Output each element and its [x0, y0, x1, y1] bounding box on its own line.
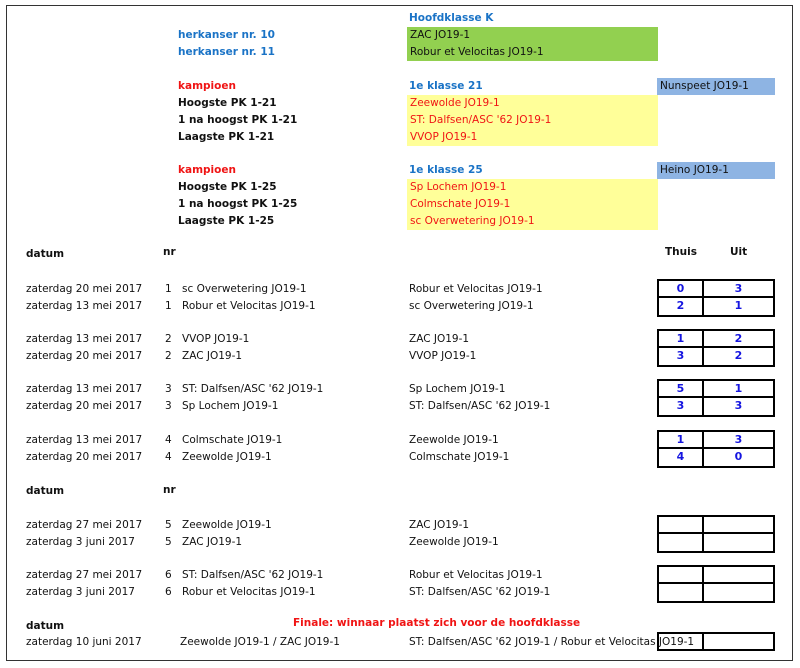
match-home-team: Zeewolde JO19-1: [182, 451, 272, 463]
uit-score[interactable]: [704, 517, 773, 532]
match-nr: 4: [165, 434, 172, 446]
match-away-team: Robur et Velocitas JO19-1: [409, 569, 543, 581]
match-date: zaterdag 3 juni 2017: [26, 536, 135, 548]
klasse21-team: VVOP JO19-1: [410, 131, 478, 143]
score-box[interactable]: [657, 430, 775, 468]
match-away-team: ZAC JO19-1: [409, 519, 470, 531]
match-nr: 1: [165, 300, 172, 312]
uit-score[interactable]: 3: [734, 282, 743, 295]
uit-score[interactable]: [704, 584, 773, 601]
champion-label: kampioen: [178, 164, 236, 176]
uit-score[interactable]: 1: [734, 382, 743, 395]
match-home-team: Robur et Velocitas JO19-1: [182, 586, 316, 598]
match-date: zaterdag 20 mei 2017: [26, 400, 143, 412]
klasse25-title: 1e klasse 25: [409, 164, 483, 176]
match-away-team: Zeewolde JO19-1: [409, 536, 499, 548]
score-row: [659, 432, 773, 447]
match-date: zaterdag 13 mei 2017: [26, 300, 143, 312]
thuis-score[interactable]: 3: [659, 348, 704, 365]
klasse25-team: Sp Lochem JO19-1: [410, 181, 507, 193]
finale-home: Zeewolde JO19-1 / ZAC JO19-1: [180, 636, 340, 648]
score-row: [659, 396, 773, 415]
match-away-team: ST: Dalfsen/ASC '62 JO19-1: [409, 586, 551, 598]
score-row: [659, 447, 773, 466]
klasse21-team: ST: Dalfsen/ASC '62 JO19-1: [410, 114, 552, 126]
score-box[interactable]: [657, 515, 775, 553]
match-date: zaterdag 20 mei 2017: [26, 451, 143, 463]
score-box[interactable]: [657, 279, 775, 317]
pk-label: Laagste PK 1-25: [178, 215, 275, 227]
match-away-team: ZAC JO19-1: [409, 333, 470, 345]
thuis-score[interactable]: [659, 567, 704, 582]
score-row: [659, 567, 773, 582]
match-away-team: ST: Dalfsen/ASC '62 JO19-1: [409, 400, 551, 412]
match-date: zaterdag 20 mei 2017: [26, 283, 143, 295]
thuis-score[interactable]: [659, 584, 704, 601]
score-row: [659, 582, 773, 601]
klasse25-champion-cell: [657, 162, 775, 179]
score-row: [659, 517, 773, 532]
pk-label: Hoogste PK 1-25: [178, 181, 277, 193]
uit-score[interactable]: 3: [734, 433, 743, 446]
match-home-team: sc Overwetering JO19-1: [182, 283, 307, 295]
uit-score[interactable]: 2: [734, 332, 743, 345]
score-row: [659, 346, 773, 365]
match-nr: 3: [165, 400, 172, 412]
uit-score[interactable]: [704, 567, 773, 582]
champion-label: kampioen: [178, 80, 236, 92]
score-row: [659, 281, 773, 296]
hoofdklasse-team: ZAC JO19-1: [410, 29, 471, 41]
klasse21-team: Zeewolde JO19-1: [410, 97, 500, 109]
score-row: [659, 532, 773, 551]
match-date: zaterdag 13 mei 2017: [26, 434, 143, 446]
thuis-score[interactable]: 5: [659, 381, 704, 396]
match-away-team: Colmschate JO19-1: [409, 451, 510, 463]
uit-score[interactable]: [704, 534, 773, 551]
match-nr: 4: [165, 451, 172, 463]
uit-score[interactable]: 3: [734, 399, 743, 412]
match-date: zaterdag 13 mei 2017: [26, 333, 143, 345]
thuis-score[interactable]: 1: [659, 331, 704, 346]
klasse25-team: Colmschate JO19-1: [410, 198, 511, 210]
klasse25-team: sc Overwetering JO19-1: [410, 215, 535, 227]
match-home-team: Colmschate JO19-1: [182, 434, 283, 446]
match-nr: 5: [165, 519, 172, 531]
klasse21-champion-cell: [657, 78, 775, 95]
match-nr: 6: [165, 586, 172, 598]
pk-label: 1 na hoogst PK 1-21: [178, 114, 298, 126]
thuis-score[interactable]: 3: [659, 398, 704, 415]
klasse21-title: 1e klasse 21: [409, 80, 483, 92]
score-row: [659, 331, 773, 346]
match-away-team: VVOP JO19-1: [409, 350, 477, 362]
match-away-team: Zeewolde JO19-1: [409, 434, 499, 446]
thuis-score[interactable]: 0: [659, 281, 704, 296]
datum-header: datum: [26, 248, 65, 260]
thuis-score[interactable]: 2: [659, 298, 704, 315]
score-box[interactable]: [657, 565, 775, 603]
match-nr: 2: [165, 350, 172, 362]
finale-uit-score[interactable]: [704, 634, 773, 649]
pk-label: 1 na hoogst PK 1-25: [178, 198, 298, 210]
hoofdklasse-team: Robur et Velocitas JO19-1: [410, 46, 544, 58]
match-home-team: Zeewolde JO19-1: [182, 519, 272, 531]
score-row: [659, 296, 773, 315]
finale-title: Finale: winnaar plaatst zich voor de hoofdklasse: [293, 617, 581, 629]
match-nr: 1: [165, 283, 172, 295]
match-date: zaterdag 3 juni 2017: [26, 586, 135, 598]
match-away-team: sc Overwetering JO19-1: [409, 300, 534, 312]
finale-score-box[interactable]: [657, 632, 775, 651]
match-home-team: Sp Lochem JO19-1: [182, 400, 279, 412]
uit-header: Uit: [730, 246, 748, 258]
match-home-team: ST: Dalfsen/ASC '62 JO19-1: [182, 569, 324, 581]
uit-score[interactable]: 1: [734, 299, 743, 312]
match-nr: 5: [165, 536, 172, 548]
datum-header: datum: [26, 620, 65, 632]
pk-label: Laagste PK 1-21: [178, 131, 275, 143]
match-date: zaterdag 27 mei 2017: [26, 519, 143, 531]
klasse21-champion: Nunspeet JO19-1: [660, 80, 749, 92]
score-box[interactable]: [657, 329, 775, 367]
match-nr: 3: [165, 383, 172, 395]
score-row: [659, 381, 773, 396]
datum-header: datum: [26, 485, 65, 497]
match-nr: 6: [165, 569, 172, 581]
pk-label: Hoogste PK 1-21: [178, 97, 277, 109]
finale-date: zaterdag 10 juni 2017: [26, 636, 142, 648]
thuis-score[interactable]: [659, 517, 704, 532]
match-away-team: Sp Lochem JO19-1: [409, 383, 506, 395]
hoofdklasse-title: Hoofdklasse K: [409, 12, 494, 24]
match-date: zaterdag 20 mei 2017: [26, 350, 143, 362]
herkanser-label: herkanser nr. 10: [178, 29, 275, 41]
match-home-team: ZAC JO19-1: [182, 536, 243, 548]
thuis-score[interactable]: 4: [659, 449, 704, 466]
match-nr: 2: [165, 333, 172, 345]
herkanser-label: herkanser nr. 11: [178, 46, 275, 58]
match-away-team: Robur et Velocitas JO19-1: [409, 283, 543, 295]
match-home-team: Robur et Velocitas JO19-1: [182, 300, 316, 312]
finale-away: ST: Dalfsen/ASC '62 JO19-1 / Robur et Velocitas JO19-1: [409, 636, 695, 648]
thuis-header: Thuis: [665, 246, 697, 258]
nr-header: nr: [163, 484, 176, 496]
match-home-team: VVOP JO19-1: [182, 333, 250, 345]
match-date: zaterdag 13 mei 2017: [26, 383, 143, 395]
match-date: zaterdag 27 mei 2017: [26, 569, 143, 581]
thuis-score[interactable]: [659, 534, 704, 551]
score-box[interactable]: [657, 379, 775, 417]
nr-header: nr: [163, 246, 176, 258]
uit-score[interactable]: 0: [734, 450, 743, 463]
thuis-score[interactable]: 1: [659, 432, 704, 447]
match-home-team: ZAC JO19-1: [182, 350, 243, 362]
uit-score[interactable]: 2: [734, 349, 743, 362]
finale-thuis-score[interactable]: [659, 634, 704, 649]
match-home-team: ST: Dalfsen/ASC '62 JO19-1: [182, 383, 324, 395]
klasse25-champion: Heino JO19-1: [660, 164, 729, 176]
